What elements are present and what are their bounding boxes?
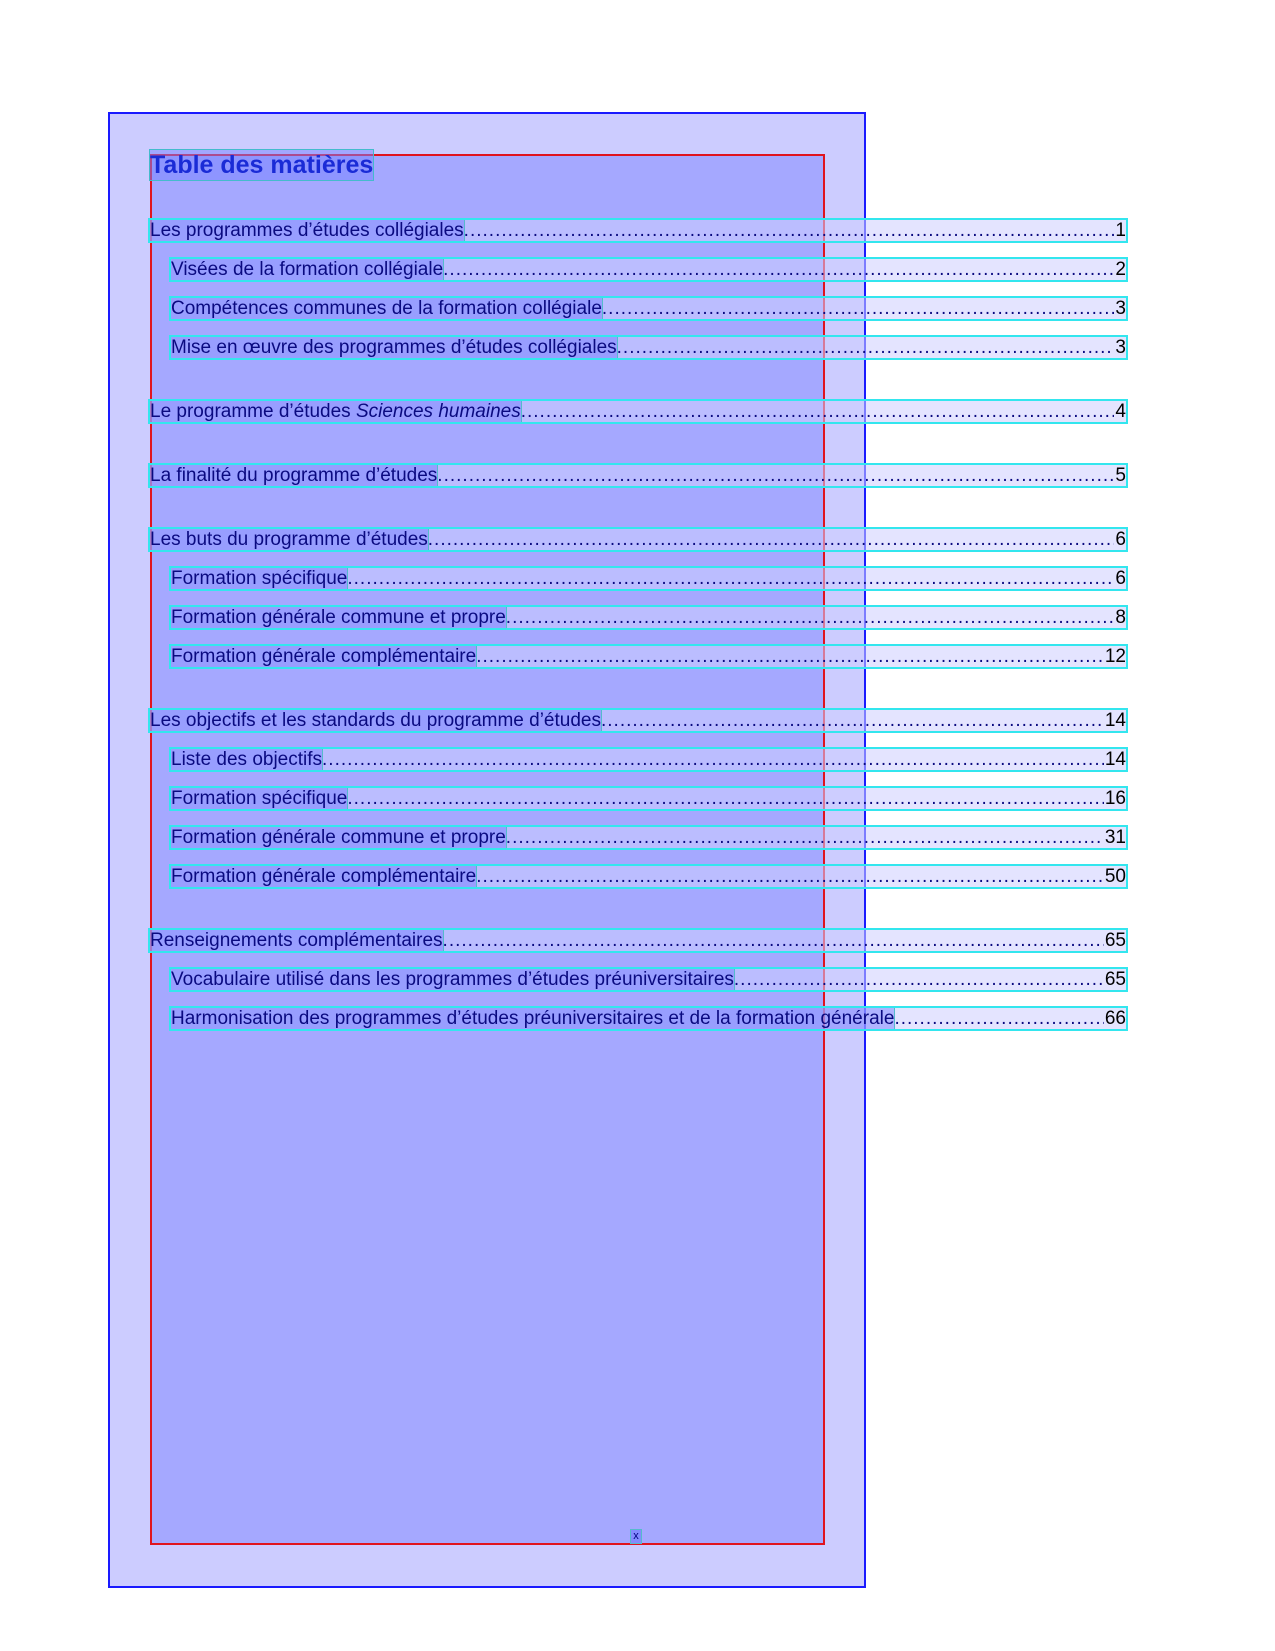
content-area [150,154,825,1545]
toc-entry-page: 6 [1115,568,1126,589]
toc-entry[interactable] [171,1008,1126,1029]
toc-entry-page: 3 [1115,337,1126,358]
toc-leader [601,710,1104,731]
toc-entry[interactable] [150,220,1126,241]
toc-leader [617,337,1115,358]
toc-entry-label: Vocabulaire utilisé dans les programmes d’études préuniversitaires [171,969,734,990]
toc-entry-label-prefix: Le programme d’études [150,401,356,422]
toc-leader [443,930,1104,951]
toc-leader [476,866,1104,887]
toc-entry[interactable] [171,866,1126,887]
toc-entry-label: Formation spécifique [171,788,348,809]
toc-entry-page: 16 [1104,788,1126,809]
toc-entry-page: 6 [1115,529,1126,550]
toc-entry[interactable] [171,298,1126,319]
toc-entry-page: 5 [1115,465,1126,486]
toc-entry-label: Les buts du programme d’études [150,529,428,550]
toc-entry-label: Formation générale complémentaire [171,646,477,667]
toc-entry-page: 14 [1104,710,1126,731]
toc-entry[interactable] [150,710,1126,731]
toc-leader [428,529,1115,550]
page-title: Table des matières [150,151,374,179]
toc-entry[interactable] [150,465,1126,486]
toc-entry[interactable] [171,827,1126,848]
toc-entry[interactable] [171,607,1126,628]
toc-leader [734,969,1104,990]
toc-entry-label: Formation générale commune et propre [171,827,506,848]
toc-entry-page: 4 [1115,401,1126,422]
toc-entry-page: 65 [1104,930,1126,951]
toc-entry-label: Mise en œuvre des programmes d’études collégiales [171,337,617,358]
toc-entry[interactable] [171,788,1126,809]
toc-entry-label: La finalité du programme d’études [150,465,438,486]
toc-entry-page: 31 [1104,827,1126,848]
toc-entry-page: 1 [1115,220,1126,241]
toc-entry[interactable] [171,259,1126,280]
toc-entry-label: Formation générale complémentaire [171,866,477,887]
toc-entry[interactable] [171,749,1126,770]
toc-leader [506,827,1104,848]
toc-entry-page: 66 [1104,1008,1126,1029]
toc-entry-label: Formation générale commune et propre [171,607,506,628]
toc-entry-label: Compétences communes de la formation collégiale [171,298,602,319]
toc-leader [602,298,1115,319]
toc-leader [464,220,1115,241]
toc-entry-label: Harmonisation des programmes d’études préuniversitaires et de la formation générale [171,1008,895,1029]
toc-entry[interactable] [171,646,1126,667]
toc-entry-label-italic: Sciences humaines [355,401,521,422]
toc-leader [347,568,1114,589]
toc-leader [476,646,1104,667]
toc-entry[interactable] [171,337,1126,358]
toc-leader [506,607,1115,628]
toc-entry[interactable] [171,568,1126,589]
toc-leader [894,1008,1103,1029]
toc-entry-label: Les programmes d’études collégiales [150,220,464,241]
toc-entry-page: 50 [1104,866,1126,887]
toc-entry-label: Les objectifs et les standards du programme d’études [150,710,601,731]
toc-entry-page: 14 [1104,749,1126,770]
toc-entry[interactable] [150,930,1126,951]
toc-entry-label [150,401,521,422]
toc-entry-label: Liste des objectifs [171,749,323,770]
toc-leader [322,749,1104,770]
toc-entry-label: Renseignements complémentaires [150,930,443,951]
toc-entry-label: Formation spécifique [171,568,348,589]
toc-entry-page: 12 [1104,646,1126,667]
toc-entry-page: 8 [1115,607,1126,628]
toc-leader [437,465,1114,486]
page-number: x [631,1530,641,1543]
toc-entry-page: 3 [1115,298,1126,319]
toc-entry-page: 65 [1104,969,1126,990]
toc-leader [521,401,1115,422]
toc-entry[interactable] [150,401,1126,422]
toc-entry-page: 2 [1115,259,1126,280]
toc-entry[interactable] [150,529,1126,550]
toc-entry[interactable] [171,969,1126,990]
toc-entry-label: Visées de la formation collégiale [171,259,444,280]
toc-leader [347,788,1103,809]
toc-leader [443,259,1114,280]
